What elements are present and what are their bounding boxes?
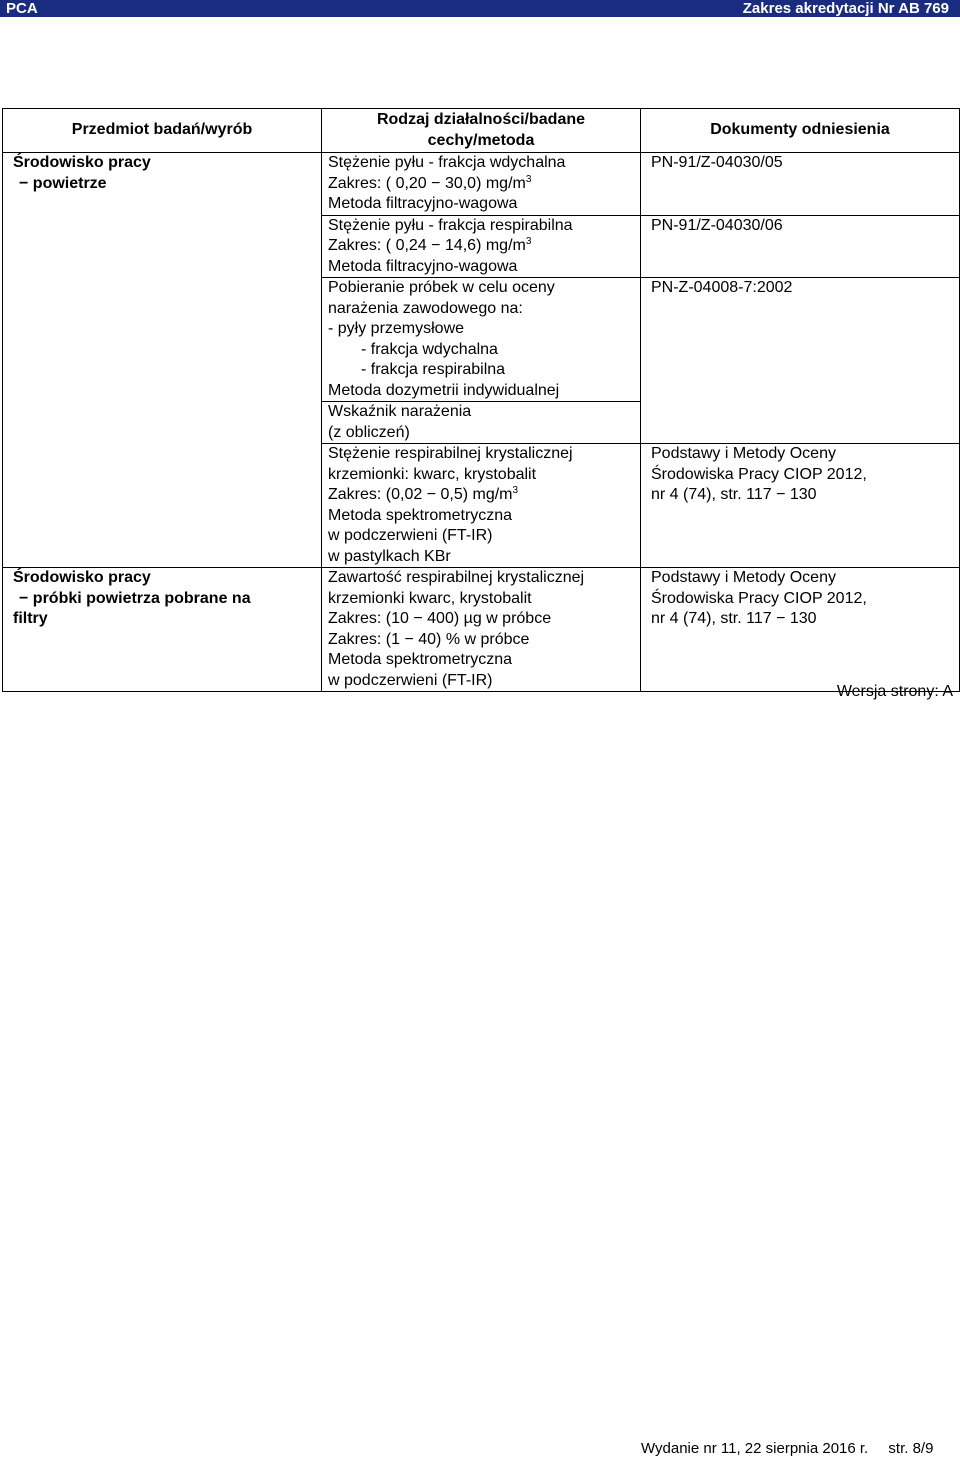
- header-activity: Rodzaj działalności/badane cechy/metoda: [322, 109, 641, 153]
- document-cell: [641, 153, 960, 216]
- activity-cell: [322, 402, 641, 444]
- activity-line: krzemionki: kwarc, krystobalit: [328, 465, 537, 483]
- header-subject: Przedmiot badań/wyrób: [3, 109, 322, 153]
- subject-line: − powietrze: [19, 174, 107, 192]
- table-row: [3, 568, 960, 692]
- subject-line: − próbki powietrza pobrane na: [19, 589, 251, 607]
- subject-cell: [3, 402, 322, 444]
- accreditation-scope-table: [2, 108, 960, 692]
- subject-cell: [3, 278, 322, 402]
- table-row: [3, 215, 960, 278]
- activity-line: Pobieranie próbek w celu oceny: [328, 279, 555, 296]
- subject-line: filtry: [13, 610, 48, 627]
- activity-line: Zawartość respirabilnej krystalicznej: [328, 569, 585, 586]
- activity-line: (z obliczeń): [328, 423, 410, 441]
- header-documents: Dokumenty odniesienia: [641, 109, 960, 153]
- subject-cell: [3, 153, 322, 216]
- subject-line: Środowisko pracy: [13, 154, 151, 171]
- activity-line: Stężenie pyłu - frakcja wdychalna: [328, 154, 566, 171]
- header-scope-title: Zakres akredytacji Nr AB 769: [742, 0, 949, 17]
- table-header-row: [3, 109, 960, 153]
- subject-cell: [3, 568, 322, 692]
- activity-line: - pyły przemysłowe: [328, 320, 465, 337]
- document-ref: nr 4 (74), str. 117 − 130: [651, 486, 817, 503]
- activity-line: Metoda filtracyjno-wagowa: [328, 257, 518, 275]
- subject-cell: [3, 444, 322, 568]
- activity-cell: [322, 153, 641, 216]
- activity-line: Wskaźnik narażenia: [328, 403, 472, 420]
- document-cell: [641, 215, 960, 278]
- table-row: [3, 278, 960, 402]
- activity-line: Zakres: ( 0,20 − 30,0) $mg/m^3$: [328, 173, 532, 192]
- activity-line: Metoda dozymetrii indywidualnej: [328, 381, 560, 399]
- page-number: str. 8/9: [888, 1440, 934, 1457]
- activity-cell: [322, 215, 641, 278]
- activity-line: - frakcja wdychalna: [361, 340, 498, 358]
- page-header: [0, 0, 960, 17]
- document-ref: Podstawy i Metody Oceny: [651, 569, 836, 586]
- activity-line: - frakcja respirabilna: [361, 361, 506, 378]
- activity-cell: [322, 444, 641, 568]
- activity-cell: [322, 278, 641, 402]
- activity-line: Zakres: ( 0,24 − 14,6) $mg/m^3$: [328, 236, 532, 254]
- document-ref: Podstawy i Metody Oceny: [651, 445, 836, 462]
- activity-line: Metoda spektrometryczna: [328, 506, 513, 524]
- activity-line: w podczerwieni (FT-IR): [328, 671, 493, 689]
- document-ref: PN-Z-04008-7:2002: [651, 279, 793, 296]
- table-row: [3, 153, 960, 216]
- document-ref: PN-91/Z-04030/05: [651, 154, 783, 171]
- table-row: [3, 444, 960, 568]
- activity-line: w pastylkach KBr: [328, 547, 451, 565]
- subject-line: Środowisko pracy: [13, 569, 151, 586]
- activity-line: w podczerwieni (FT-IR): [328, 527, 493, 544]
- edition-info: Wydanie nr 11, 22 sierpnia 2016 r.: [641, 1440, 869, 1457]
- document-cell: [641, 444, 960, 568]
- activity-line: Stężenie pyłu - frakcja respirabilna: [328, 216, 573, 234]
- activity-line: Zakres: (10 − 400) µg w próbce: [328, 610, 552, 627]
- page-version: Wersja strony: A: [836, 683, 953, 700]
- activity-line: narażenia zawodowego na:: [328, 299, 523, 317]
- activity-cell: [322, 568, 641, 692]
- document-ref: nr 4 (74), str. 117 − 130: [651, 610, 817, 627]
- page-footer: [641, 1440, 933, 1458]
- document-ref: Środowiska Pracy CIOP 2012,: [651, 465, 867, 483]
- activity-line: krzemionki kwarc, krystobalit: [328, 589, 532, 607]
- document-cell: [641, 568, 960, 692]
- subject-cell: [3, 215, 322, 278]
- document-ref: Środowiska Pracy CIOP 2012,: [651, 589, 867, 607]
- activity-line: Stężenie respirabilnej krystalicznej: [328, 445, 573, 462]
- document-cell: [641, 278, 960, 444]
- activity-line: Zakres: (1 − 40) % w próbce: [328, 630, 530, 648]
- activity-line: Metoda filtracyjno-wagowa: [328, 195, 518, 212]
- document-ref: PN-91/Z-04030/06: [651, 216, 783, 234]
- activity-line: Metoda spektrometryczna: [328, 651, 513, 668]
- activity-line: Zakres: (0,02 − 0,5) $mg/m^3$: [328, 485, 519, 503]
- header-org: PCA: [6, 0, 38, 17]
